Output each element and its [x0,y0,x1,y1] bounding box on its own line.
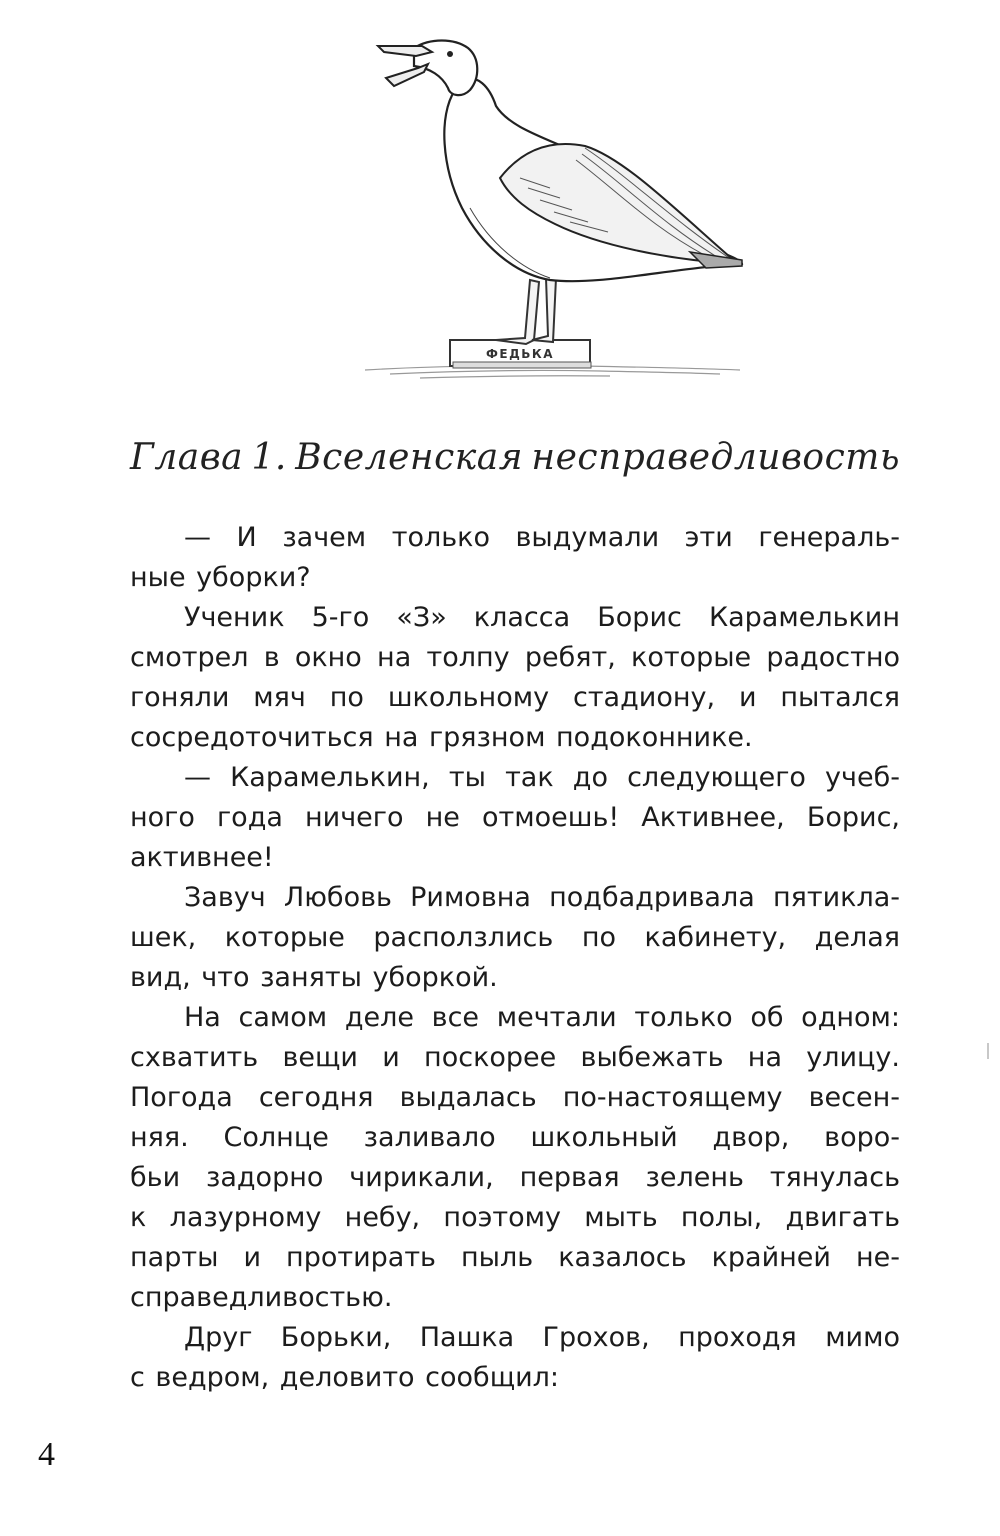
scan-speck [987,1043,989,1059]
text-line: вид, что заняты уборкой. [130,962,498,993]
seagull-legs [496,278,556,344]
plaque-label: ФЕДЬКА [485,347,555,361]
chapter-title [130,432,900,484]
seagull-body [378,41,742,282]
text-line: На самом деле все мечтали только об одном: [184,1002,900,1033]
page-number: 4 [38,1436,55,1473]
chapter-label: Глава [130,437,244,478]
text-line: ного года ничего не отмоешь! Активнее, Борис, [130,802,900,833]
seagull-illustration [350,28,750,388]
text-line: Завуч Любовь Римовна подбадривала пятикла- [184,882,900,913]
text-line: — Карамелькин, ты так до следующего учеб- [184,762,900,793]
text-line: смотрел в окно на толпу ребят, которые радостно [130,642,900,673]
text-line: — И зачем только выдумали эти генераль- [184,522,900,553]
text-line: активнее! [130,842,274,873]
text-line: схватить вещи и поскорее выбежать на улицу. [130,1042,900,1073]
text-line: шек, которые расползлись по кабинету, делая [130,922,900,953]
chapter-title-word-1: Вселенская [295,437,524,478]
text-line: Ученик 5-го «З» класса Борис Карамелькин [184,602,900,633]
text-line: няя. Солнце заливало школьный двор, воро- [130,1122,900,1153]
text-line: Погода сегодня выдалась по-настоящему весен- [130,1082,900,1113]
text-line: гоняли мяч по школьному стадиону, и пытался [130,682,900,713]
text-line: бьи задорно чирикали, первая зелень тянулась [130,1162,900,1193]
text-line: парты и протирать пыль казалось крайней не- [130,1242,900,1273]
chapter-number: 1. [251,437,287,478]
text-line: с ведром, деловито сообщил: [130,1362,560,1393]
text-line: справедливостью. [130,1282,393,1313]
chapter-title-word-2: несправедливость [531,437,900,478]
chapter-body-text [130,518,900,1398]
text-line: Друг Борьки, Пашка Грохов, проходя мимо [184,1322,900,1353]
text-line: сосредоточиться на грязном подоконнике. [130,722,753,753]
text-line: к лазурному небу, поэтому мыть полы, двигать [130,1202,900,1233]
text-line: ные уборки? [130,562,311,593]
